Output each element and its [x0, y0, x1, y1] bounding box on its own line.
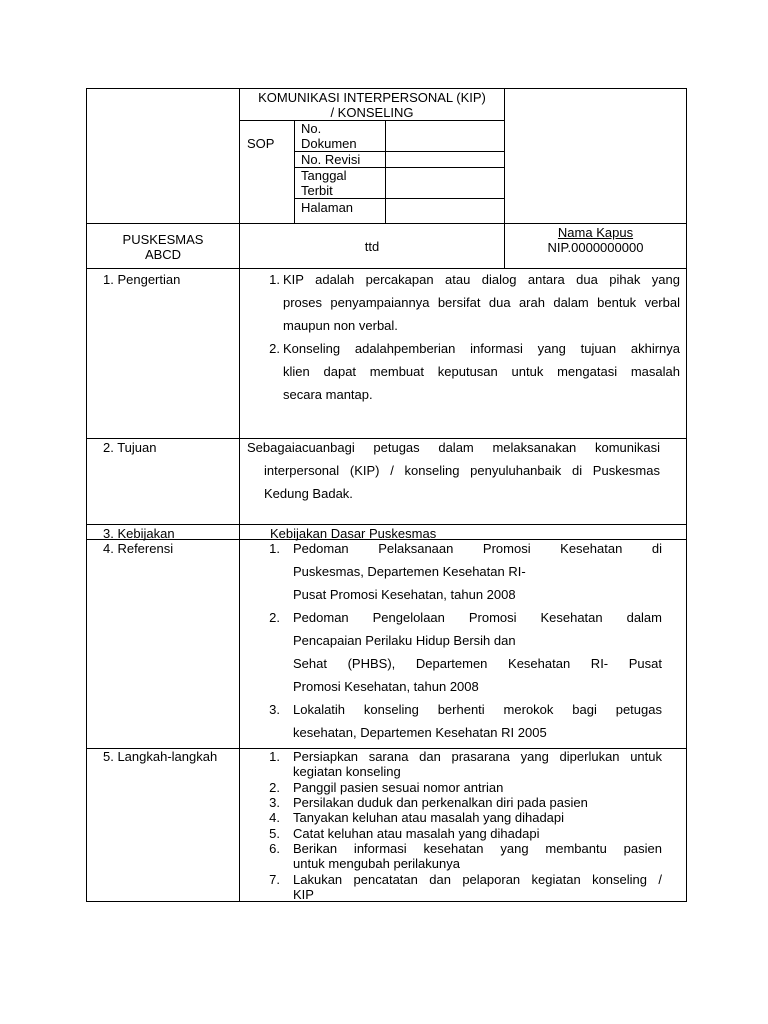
sop-label: SOP [247, 136, 275, 151]
section-label-langkah: 5. Langkah-langkah [103, 749, 218, 764]
pengertian-item-2-number: 2. [269, 341, 280, 356]
section-label-kebijakan: 3. Kebijakan [103, 526, 175, 541]
kapus-nip: NIP.0000000000 [547, 240, 644, 255]
rule-header-bottom [87, 223, 686, 224]
referensi-item-1-line3: Pusat Promosi Kesehatan, tahun 2008 [293, 587, 516, 602]
field-no-revisi: No. Revisi [301, 152, 361, 167]
rule-value-column [385, 120, 386, 224]
langkah-item-5-number: 5. [269, 826, 280, 841]
langkah-item-6-line2: untuk mengubah perilakunya [293, 856, 460, 871]
pengertian-item-2-line1: Konseling adalahpemberian informasi yang tujuan akhirnya [283, 341, 680, 356]
referensi-item-2-line3: Sehat (PHBS), Departemen Kesehatan RI- Pusat [293, 656, 662, 671]
langkah-item-7-number: 7. [269, 872, 280, 887]
langkah-item-1-line2: kegiatan konseling [293, 764, 401, 779]
kapus-name: Nama Kapus [557, 225, 634, 240]
referensi-item-2-line2: Pencapaian Perilaku Hidup Bersih dan [293, 633, 516, 648]
kebijakan-text: Kebijakan Dasar Puskesmas [270, 526, 437, 541]
field-tanggal-terbit-line2: Terbit [301, 183, 333, 198]
rule-sop-column [294, 120, 295, 224]
section-label-tujuan: 2. Tujuan [103, 440, 157, 455]
rule-pengertian-bottom [87, 438, 686, 439]
langkah-item-4-number: 4. [269, 810, 280, 825]
langkah-item-1-number: 1. [269, 749, 280, 764]
rule-field-3 [295, 198, 505, 199]
org-name-line1: PUSKESMAS [122, 232, 204, 247]
langkah-item-1-line1: Persiapkan sarana dan prasarana yang diperlukan untuk [293, 749, 662, 764]
rule-title-bottom [240, 120, 505, 121]
tujuan-line3: Kedung Badak. [264, 486, 353, 501]
pengertian-item-1-line2: proses penyampaiannya bersifat dua arah dalam bentuk verbal [283, 295, 680, 310]
tujuan-line1: Sebagaiacuanbagi petugas dalam melaksanakan komunikasi [247, 440, 660, 455]
section-label-pengertian: 1. Pengertian [103, 272, 181, 287]
referensi-item-2-number: 2. [269, 610, 280, 625]
langkah-item-4-line1: Tanyakan keluhan atau masalah yang dihadapi [293, 810, 565, 825]
pengertian-item-1-line1: KIP adalah percakapan atau dialog antara dua pihak yang [283, 272, 680, 287]
pengertian-item-1-number: 1. [269, 272, 280, 287]
rule-signature-bottom [87, 268, 686, 269]
sop-document [86, 88, 687, 902]
referensi-item-2-line1: Pedoman Pengelolaan Promosi Kesehatan dalam [293, 610, 662, 625]
referensi-item-2-line4: Promosi Kesehatan, tahun 2008 [293, 679, 479, 694]
pengertian-item-1-line3: maupun non verbal. [283, 318, 398, 333]
referensi-item-1-line1: Pedoman Pelaksanaan Promosi Kesehatan di [293, 541, 662, 556]
langkah-item-3-number: 3. [269, 795, 280, 810]
langkah-item-5-line1: Catat keluhan atau masalah yang dihadapi [293, 826, 540, 841]
langkah-item-3-line1: Persilakan duduk dan perkenalkan diri pada pasien [293, 795, 588, 810]
document-title-line2: / KONSELING [330, 105, 414, 120]
langkah-item-7-line2: KIP [293, 887, 314, 902]
langkah-item-6-number: 6. [269, 841, 280, 856]
field-no-dokumen-line2: Dokumen [301, 136, 357, 151]
referensi-item-1-line2: Puskesmas, Departemen Kesehatan RI- [293, 564, 526, 579]
field-halaman: Halaman [301, 200, 354, 215]
langkah-item-2-line1: Panggil pasien sesuai nomor antrian [293, 780, 504, 795]
tujuan-line2: interpersonal (KIP) / konseling penyuluhanbaik di Puskesmas [264, 463, 660, 478]
langkah-item-6-line1: Berikan informasi kesehatan yang membantu pasien [293, 841, 662, 856]
signature-ttd: ttd [364, 239, 380, 254]
field-no-dokumen-line1: No. [301, 121, 322, 136]
document-title-line1: KOMUNIKASI INTERPERSONAL (KIP) [258, 90, 486, 105]
field-tanggal-terbit-line1: Tanggal [301, 168, 347, 183]
referensi-item-1-number: 1. [269, 541, 280, 556]
rule-label-column [239, 89, 240, 901]
langkah-item-7-line1: Lakukan pencatatan dan pelaporan kegiatan konseling / [293, 872, 662, 887]
pengertian-item-2-line3: secara mantap. [283, 387, 373, 402]
langkah-item-2-number: 2. [269, 780, 280, 795]
pengertian-item-2-line2: klien dapat membuat keputusan untuk mengatasi masalah [283, 364, 680, 379]
referensi-item-3-line2: kesehatan, Departemen Kesehatan RI 2005 [293, 725, 547, 740]
rule-tujuan-bottom [87, 524, 686, 525]
org-name-line2: ABCD [144, 247, 182, 262]
section-label-referensi: 4. Referensi [103, 541, 174, 556]
referensi-item-3-line1: Lokalatih konseling berhenti merokok bagi petugas [293, 702, 662, 717]
referensi-item-3-number: 3. [269, 702, 280, 717]
